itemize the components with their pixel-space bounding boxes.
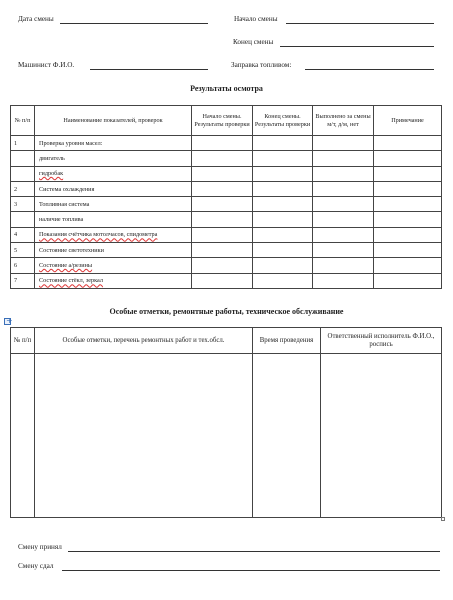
row-name xyxy=(35,166,192,181)
shift-date-field[interactable] xyxy=(60,15,208,24)
table-resize-handle-icon[interactable] xyxy=(441,517,445,521)
row-name-text: Показания счётчика мотолчасов, спидометра xyxy=(39,231,158,239)
start-cell[interactable] xyxy=(192,243,253,258)
start-cell[interactable] xyxy=(192,136,253,151)
end-cell[interactable] xyxy=(253,227,313,242)
note-cell[interactable] xyxy=(374,181,442,196)
start-cell[interactable] xyxy=(192,212,253,227)
row-name: Состояние светотехники xyxy=(35,243,192,258)
col-start-header: Начало смены. Результаты проверки xyxy=(192,106,253,136)
inspection-table xyxy=(10,105,442,289)
shift-start-field[interactable] xyxy=(286,15,434,24)
done-cell[interactable] xyxy=(313,273,374,288)
shift-date-label: Дата смены xyxy=(18,15,54,23)
done-cell[interactable] xyxy=(313,151,374,166)
start-cell[interactable] xyxy=(192,227,253,242)
note-cell[interactable] xyxy=(374,197,442,212)
row-number xyxy=(11,166,35,181)
shift-accepted-field[interactable] xyxy=(68,543,440,552)
row-number: 1 xyxy=(11,136,35,151)
note-cell[interactable] xyxy=(374,136,442,151)
table-row xyxy=(11,166,442,181)
table-row xyxy=(11,212,442,227)
number-cell[interactable] xyxy=(11,354,35,518)
table-row xyxy=(11,136,442,151)
driver-name-label: Машинист Ф.И.О. xyxy=(18,61,75,69)
row-number xyxy=(11,212,35,227)
end-cell[interactable] xyxy=(253,136,313,151)
end-cell[interactable] xyxy=(253,212,313,227)
row-name xyxy=(35,258,192,273)
end-cell[interactable] xyxy=(253,197,313,212)
row-name: наличие топлива xyxy=(35,212,192,227)
row-number: 3 xyxy=(11,197,35,212)
inspection-title: Результаты осмотра xyxy=(190,84,263,93)
row-number: 6 xyxy=(11,258,35,273)
note-cell[interactable] xyxy=(374,151,442,166)
done-cell[interactable] xyxy=(313,258,374,273)
shift-start-label: Начало смены xyxy=(234,15,278,23)
col-number-header: № п/п xyxy=(11,106,35,136)
start-cell[interactable] xyxy=(192,273,253,288)
fuel-label: Заправка топливом: xyxy=(231,61,292,69)
start-cell[interactable] xyxy=(192,166,253,181)
done-cell[interactable] xyxy=(313,243,374,258)
row-number: 4 xyxy=(11,227,35,242)
row-name: Топливная система xyxy=(35,197,192,212)
works-cell[interactable] xyxy=(35,354,253,518)
start-cell[interactable] xyxy=(192,197,253,212)
row-name xyxy=(35,227,192,242)
end-cell[interactable] xyxy=(253,258,313,273)
done-cell[interactable] xyxy=(313,181,374,196)
done-cell[interactable] xyxy=(313,197,374,212)
shift-accepted-label: Смену принял xyxy=(18,543,62,551)
done-cell[interactable] xyxy=(313,136,374,151)
done-cell[interactable] xyxy=(313,227,374,242)
row-name-text: Состояние стёкл, зеркал xyxy=(39,277,103,285)
col-number-header: № п/п xyxy=(11,328,35,354)
maintenance-title: Особые отметки, ремонтные работы, техническое обслуживание xyxy=(109,307,344,316)
row-number xyxy=(11,151,35,166)
shift-end-field[interactable] xyxy=(280,38,434,47)
table-row xyxy=(11,258,442,273)
maintenance-body-row xyxy=(11,354,442,518)
note-cell[interactable] xyxy=(374,227,442,242)
row-name: Система охлаждения xyxy=(35,181,192,196)
note-cell[interactable] xyxy=(374,258,442,273)
end-cell[interactable] xyxy=(253,243,313,258)
done-cell[interactable] xyxy=(313,212,374,227)
row-name xyxy=(35,273,192,288)
col-done-header: Выполнено за смены м/т, д/м, нет xyxy=(313,106,374,136)
col-works-header: Особые отметки, перечень ремонтных работ и тех.обсл. xyxy=(35,328,253,354)
table-row xyxy=(11,243,442,258)
col-name-header: Наименование показателей, проверок xyxy=(35,106,192,136)
fuel-field[interactable] xyxy=(305,61,434,70)
start-cell[interactable] xyxy=(192,151,253,166)
maintenance-table xyxy=(10,327,442,518)
row-name: двигатель xyxy=(35,151,192,166)
end-cell[interactable] xyxy=(253,166,313,181)
shift-handed-field[interactable] xyxy=(62,562,440,571)
col-end-header: Конец смены. Результаты проверки xyxy=(253,106,313,136)
row-name-text: гидробак xyxy=(39,170,64,178)
end-cell[interactable] xyxy=(253,181,313,196)
end-cell[interactable] xyxy=(253,151,313,166)
row-name: Проверка уровня масел: xyxy=(35,136,192,151)
shift-end-label: Конец смены xyxy=(233,38,274,46)
col-note-header: Примечание xyxy=(374,106,442,136)
col-responsible-header: Ответственный исполнитель Ф.И.О., роспись xyxy=(321,328,442,354)
start-cell[interactable] xyxy=(192,181,253,196)
note-cell[interactable] xyxy=(374,273,442,288)
row-name-text: Состояние а/резины xyxy=(39,262,93,270)
maintenance-header-row xyxy=(11,328,442,354)
table-row xyxy=(11,227,442,242)
row-number: 2 xyxy=(11,181,35,196)
table-row xyxy=(11,181,442,196)
note-cell[interactable] xyxy=(374,243,442,258)
table-move-handle-icon[interactable]: + xyxy=(6,316,13,325)
table-row xyxy=(11,197,442,212)
row-number: 7 xyxy=(11,273,35,288)
note-cell[interactable] xyxy=(374,212,442,227)
note-cell[interactable] xyxy=(374,166,442,181)
shift-handed-label: Смену сдал xyxy=(18,562,54,570)
driver-name-field[interactable] xyxy=(90,61,208,70)
col-time-header: Время проведения xyxy=(253,328,321,354)
responsible-cell[interactable] xyxy=(321,354,442,518)
inspection-header-row xyxy=(11,106,442,136)
start-cell[interactable] xyxy=(192,258,253,273)
time-cell[interactable] xyxy=(253,354,321,518)
table-row xyxy=(11,151,442,166)
end-cell[interactable] xyxy=(253,273,313,288)
row-number: 5 xyxy=(11,243,35,258)
table-row xyxy=(11,273,442,288)
done-cell[interactable] xyxy=(313,166,374,181)
